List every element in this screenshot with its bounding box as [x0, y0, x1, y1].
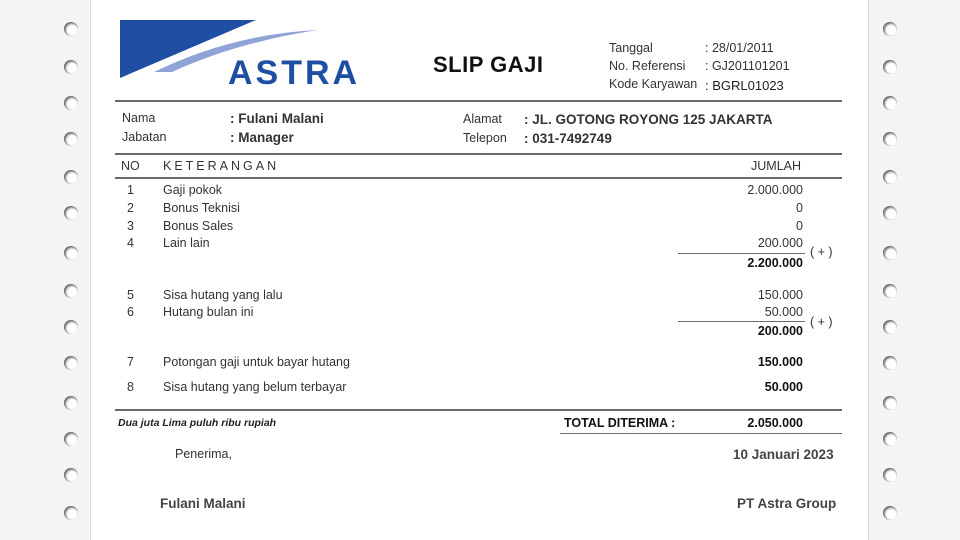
row-no: 2	[127, 201, 134, 215]
row-amount: 50.000	[764, 380, 803, 394]
row-desc: Sisa hutang yang lalu	[163, 288, 283, 302]
punch-hole-icon	[64, 22, 78, 36]
punch-hole-icon	[64, 96, 78, 110]
row-amount: 200.000	[757, 236, 803, 250]
punch-hole-icon	[64, 356, 78, 370]
plus-sign: ( + )	[810, 315, 833, 329]
punch-hole-icon	[883, 320, 897, 334]
row-desc: Lain lain	[163, 236, 210, 250]
date-value: : 28/01/2011	[705, 41, 774, 55]
amount-in-words: Dua juta Lima puluh ribu rupiah	[118, 417, 277, 429]
row-no: 6	[127, 305, 134, 319]
punch-hole-icon	[883, 96, 897, 110]
row-desc: Sisa hutang yang belum terbayar	[163, 380, 347, 394]
reference-value: : GJ201101201	[705, 59, 790, 73]
punch-hole-icon	[883, 132, 897, 146]
punch-hole-icon	[883, 22, 897, 36]
phone-value: : 031-7492749	[524, 131, 612, 146]
row-desc: Bonus Sales	[163, 219, 234, 233]
slip-date: 10 Januari 2023	[733, 447, 834, 462]
subtotal-income: 2.200.000	[747, 256, 803, 270]
col-desc-header: KETERANGAN	[163, 159, 280, 173]
total-underline	[560, 433, 842, 434]
punch-hole-icon	[883, 284, 897, 298]
punch-hole-icon	[883, 60, 897, 74]
punch-hole-icon	[64, 320, 78, 334]
punch-hole-icon	[883, 432, 897, 446]
punch-hole-icon	[883, 396, 897, 410]
phone-label: Telepon	[463, 131, 507, 145]
row-desc: Hutang bulan ini	[163, 305, 254, 319]
name-label: Nama	[122, 111, 156, 125]
position-value: : Manager	[230, 130, 294, 145]
receiver-label: Penerima,	[175, 447, 232, 461]
reference-label: No. Referensi	[609, 59, 686, 73]
row-no: 7	[127, 355, 134, 369]
row-no: 1	[127, 183, 134, 197]
punch-hole-icon	[883, 246, 897, 260]
col-no-header: NO	[121, 159, 140, 173]
total-label: TOTAL DITERIMA :	[564, 416, 676, 430]
subtotal-line	[678, 321, 805, 322]
row-amount: 50.000	[764, 305, 803, 319]
punch-hole-icon	[883, 356, 897, 370]
punch-hole-icon	[64, 132, 78, 146]
address-label: Alamat	[463, 112, 502, 126]
punch-hole-icon	[64, 246, 78, 260]
row-amount: 150.000	[757, 355, 803, 369]
address-value: : JL. GOTONG ROYONG 125 JAKARTA	[524, 112, 773, 127]
punch-hole-icon	[64, 284, 78, 298]
punch-hole-icon	[883, 506, 897, 520]
tractor-feed-strip-right	[868, 0, 960, 540]
divider	[115, 153, 842, 155]
row-amount: 2.000.000	[747, 183, 803, 197]
punch-hole-icon	[64, 506, 78, 520]
punch-hole-icon	[883, 206, 897, 220]
punch-hole-icon	[64, 432, 78, 446]
row-amount: 150.000	[757, 288, 803, 302]
divider	[115, 100, 842, 102]
punch-hole-icon	[64, 60, 78, 74]
divider	[115, 177, 842, 179]
punch-hole-icon	[64, 206, 78, 220]
punch-hole-icon	[64, 468, 78, 482]
plus-sign: ( + )	[810, 245, 833, 259]
punch-hole-icon	[883, 468, 897, 482]
subtotal-line	[678, 253, 805, 254]
row-desc: Gaji pokok	[163, 183, 223, 197]
position-label: Jabatan	[122, 130, 167, 144]
employee-code-value: : BGRL01023	[705, 78, 784, 93]
punch-hole-icon	[64, 170, 78, 184]
col-amount-header: JUMLAH	[751, 159, 802, 173]
row-desc: Bonus Teknisi	[163, 201, 240, 215]
name-value: : Fulani Malani	[230, 111, 324, 126]
date-label: Tanggal	[609, 41, 653, 55]
row-no: 3	[127, 219, 134, 233]
divider	[115, 409, 842, 411]
row-no: 4	[127, 236, 134, 250]
subtotal-debt: 200.000	[757, 324, 803, 338]
punch-hole-icon	[883, 170, 897, 184]
row-desc: Potongan gaji untuk bayar hutang	[163, 355, 350, 369]
employee-code-label: Kode Karyawan	[609, 77, 698, 91]
company-logo-text: ASTRA	[228, 54, 361, 92]
tractor-feed-strip-left	[0, 0, 91, 540]
punch-hole-icon	[64, 396, 78, 410]
row-no: 5	[127, 288, 134, 302]
row-no: 8	[127, 380, 134, 394]
total-value: 2.050.000	[747, 416, 803, 430]
row-amount: 0	[796, 219, 803, 233]
company-name: PT Astra Group	[737, 496, 837, 511]
receiver-name: Fulani Malani	[160, 496, 246, 511]
row-amount: 0	[796, 201, 803, 215]
slip-title: SLIP GAJI	[433, 52, 544, 77]
